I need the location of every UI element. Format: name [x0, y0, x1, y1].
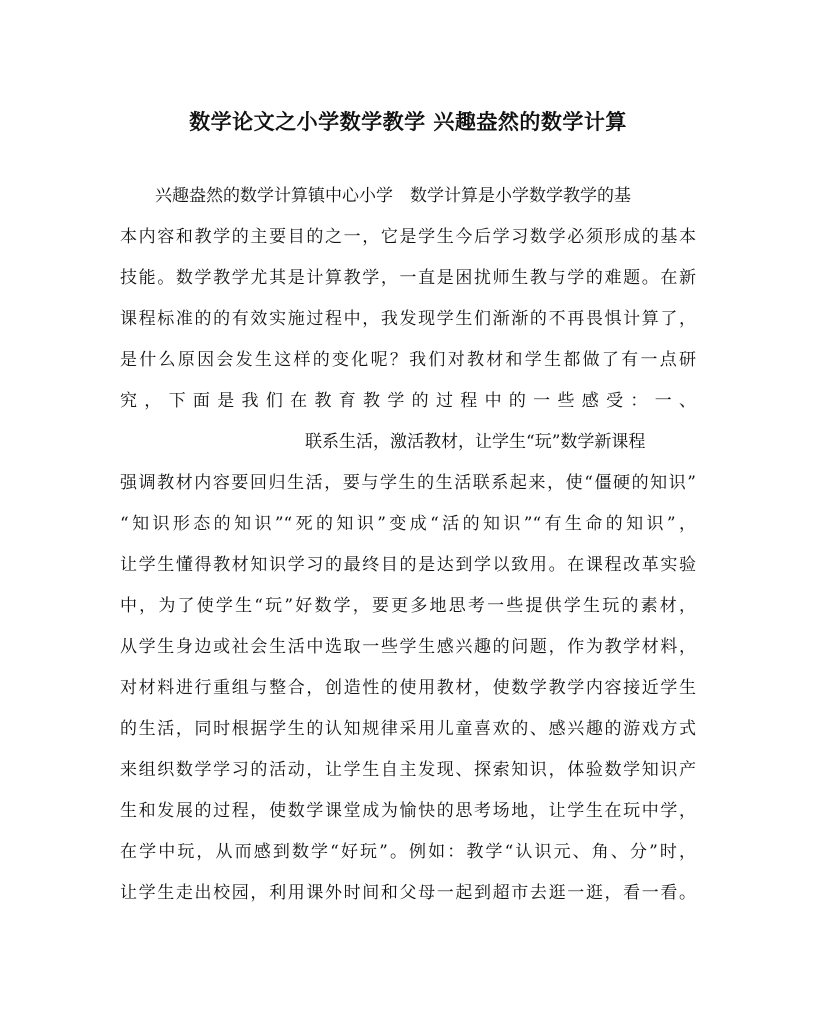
document-title: 数学论文之小学数学教学 兴趣盎然的数学计算: [189, 109, 627, 134]
paragraph-line: 中，为了使学生“玩”好数学，要更多地思考一些提供学生玩的素材，: [120, 596, 696, 616]
paragraph-line: “知识形态的知识”“死的知识”变成“活的知识”“有生命的知识”，: [120, 514, 696, 534]
paragraph-line: 从学生身边或社会生活中选取一些学生感兴趣的问题，作为教学材料，: [120, 637, 696, 657]
paragraph-line: 技能。数学教学尤其是计算教学，一直是困扰师生教与学的难题。在新: [120, 268, 696, 288]
paragraph-line: 的生活，同时根据学生的认知规律采用儿童喜欢的、感兴趣的游戏方式: [120, 719, 696, 739]
paragraph-line: 究，下面是我们在教育教学的过程中的一些感受：一、: [120, 391, 696, 411]
paragraph-line: 联系生活，激活教材，让学生“玩”数学新课程: [305, 432, 646, 452]
paragraph-line: 课程标准的的有效实施过程中，我发现学生们渐渐的不再畏惧计算了，: [120, 309, 696, 329]
paragraph-line: 是什么原因会发生这样的变化呢？我们对教材和学生都做了有一点研: [120, 350, 696, 370]
paragraph-line: 在学中玩，从而感到数学“好玩”。例如：教学“认识元、角、分”时，: [120, 842, 696, 862]
paragraph-line: 兴趣盎然的数学计算镇中心小学 数学计算是小学数学教学的基: [155, 186, 631, 206]
paragraph-line: 强调教材内容要回归生活，要与学生的生活联系起来，使“僵硬的知识”: [120, 473, 696, 493]
paragraph-line: 本内容和教学的主要目的之一，它是学生今后学习数学必须形成的基本: [120, 227, 696, 247]
paragraph-line: 让学生懂得教材知识学习的最终目的是达到学以致用。在课程改革实验: [120, 555, 696, 575]
paragraph-line: 来组织数学学习的活动，让学生自主发现、探索知识，体验数学知识产: [120, 760, 696, 780]
paragraph-line: 让学生走出校园，利用课外时间和父母一起到超市去逛一逛，看一看。: [120, 883, 696, 903]
paragraph-line: 生和发展的过程，使数学课堂成为愉快的思考场地，让学生在玩中学，: [120, 801, 696, 821]
paragraph-line: 对材料进行重组与整合，创造性的使用教材，使数学教学内容接近学生: [120, 678, 696, 698]
